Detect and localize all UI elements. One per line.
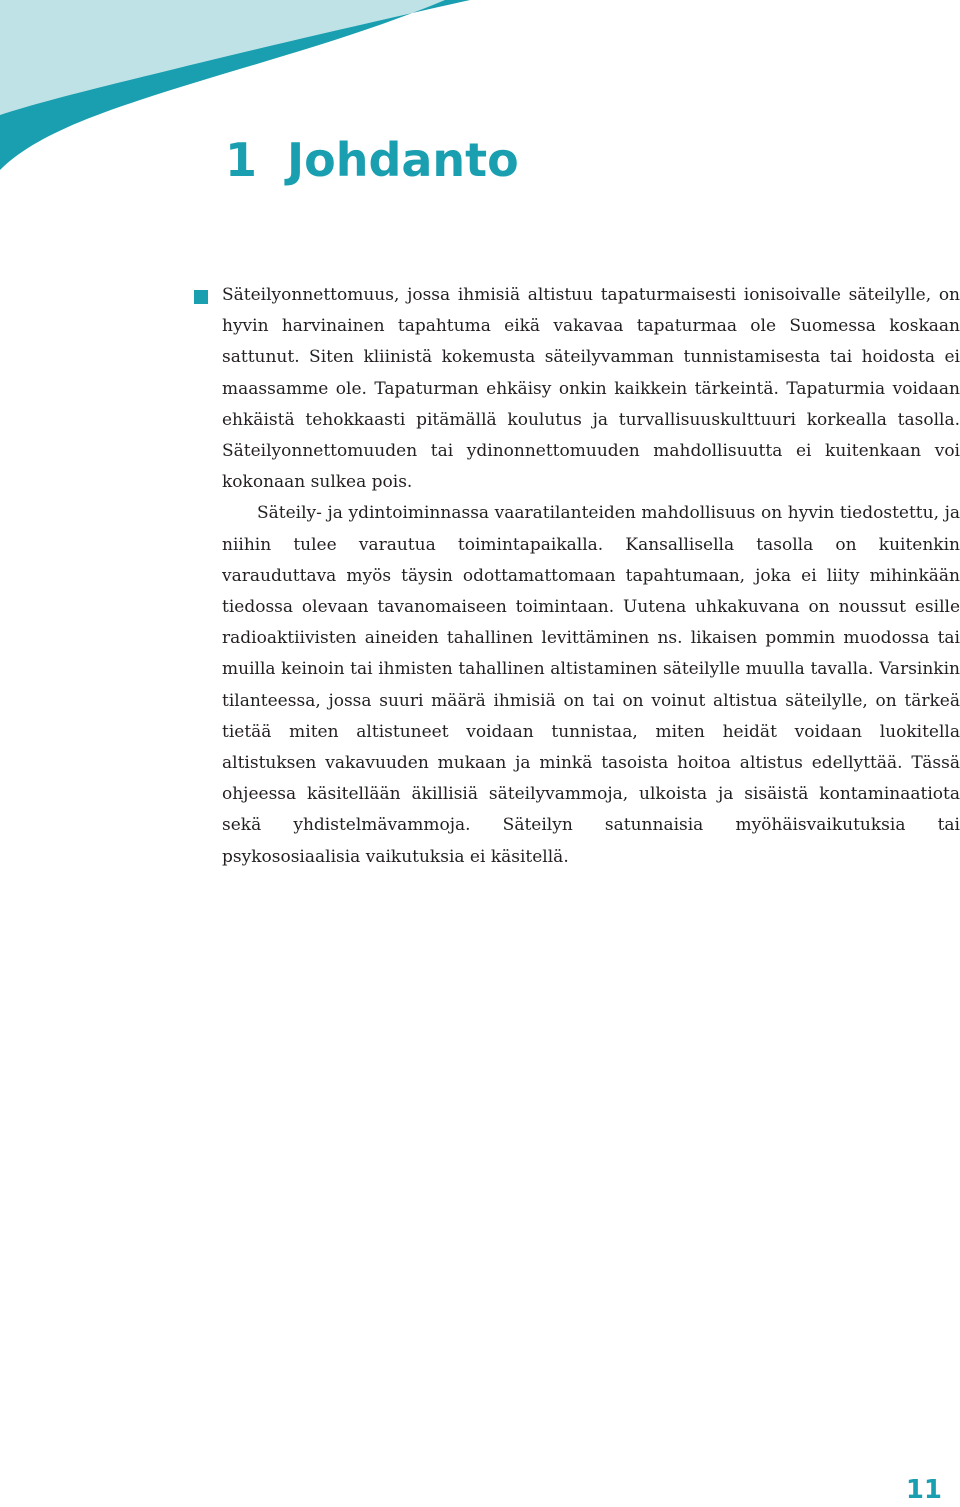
paragraph-1: Säteilyonnettomuus, jossa ihmisiä altistuu tapaturmaisesti ionisoivalle säteilylle, on hyvin harvinainen tapahtuma eikä vakavaa tapaturmaa ole Suomessa koskaan sattunut. Siten kliinistä kokemusta säteilyvamman tunnistamisesta tai hoidosta ei maassamme ole. Tapaturman ehkäisy onkin kaikkein tärkeintä. Tapaturmia voidaan ehkäistä tehokkaasti pitämällä koulutus ja turvallisuuskulttuuri korkealla tasolla. Säteilyonnettomuuden tai ydinonnettomuuden mahdollisuutta ei kuitenkaan voi kokonaan sulkea pois.	[222, 285, 960, 493]
body-text	[222, 280, 960, 873]
chapter-title-text: Johdanto	[287, 133, 519, 187]
paragraph-2: Säteily- ja ydintoiminnassa vaaratilanteiden mahdollisuus on hyvin tiedostettu, ja niihin tulee varautua toimintapaikalla. Kansallisella tasolla on kuitenkin varauduttava myös täysin odottamattomaan tapahtumaan, joka ei liity mihinkään tiedossa olevaan tavanomaiseen toimintaan. Uutena uhkakuvana on noussut esille radioaktiivisten aineiden tahallinen levittäminen ns. likaisen pommin muodossa tai muilla keinoin tai ihmisten tahallinen altistaminen säteilylle muulla tavalla. Varsinkin tilanteessa, jossa suuri määrä ihmisiä on tai on voinut altistua säteilylle, on tärkeä tietää miten altistuneet voidaan tunnistaa, miten heidät voidaan luokitella altistuksen vakavuuden mukaan ja minkä tasoista hoitoa altistus edellyttää. Tässä ohjeessa käsitellään äkillisiä säteilyvammoja, ulkoista ja sisäistä kontaminaatiota sekä yhdistelmävammoja. Säteilyn satunnaisia myöhäisvaikutuksia tai psykososiaalisia vaikutuksia ei käsitellä.	[222, 503, 960, 867]
chapter-title	[225, 130, 519, 190]
chapter-number: 1	[225, 133, 258, 187]
page-number: 11	[905, 1475, 942, 1505]
section-marker-square	[194, 290, 208, 304]
